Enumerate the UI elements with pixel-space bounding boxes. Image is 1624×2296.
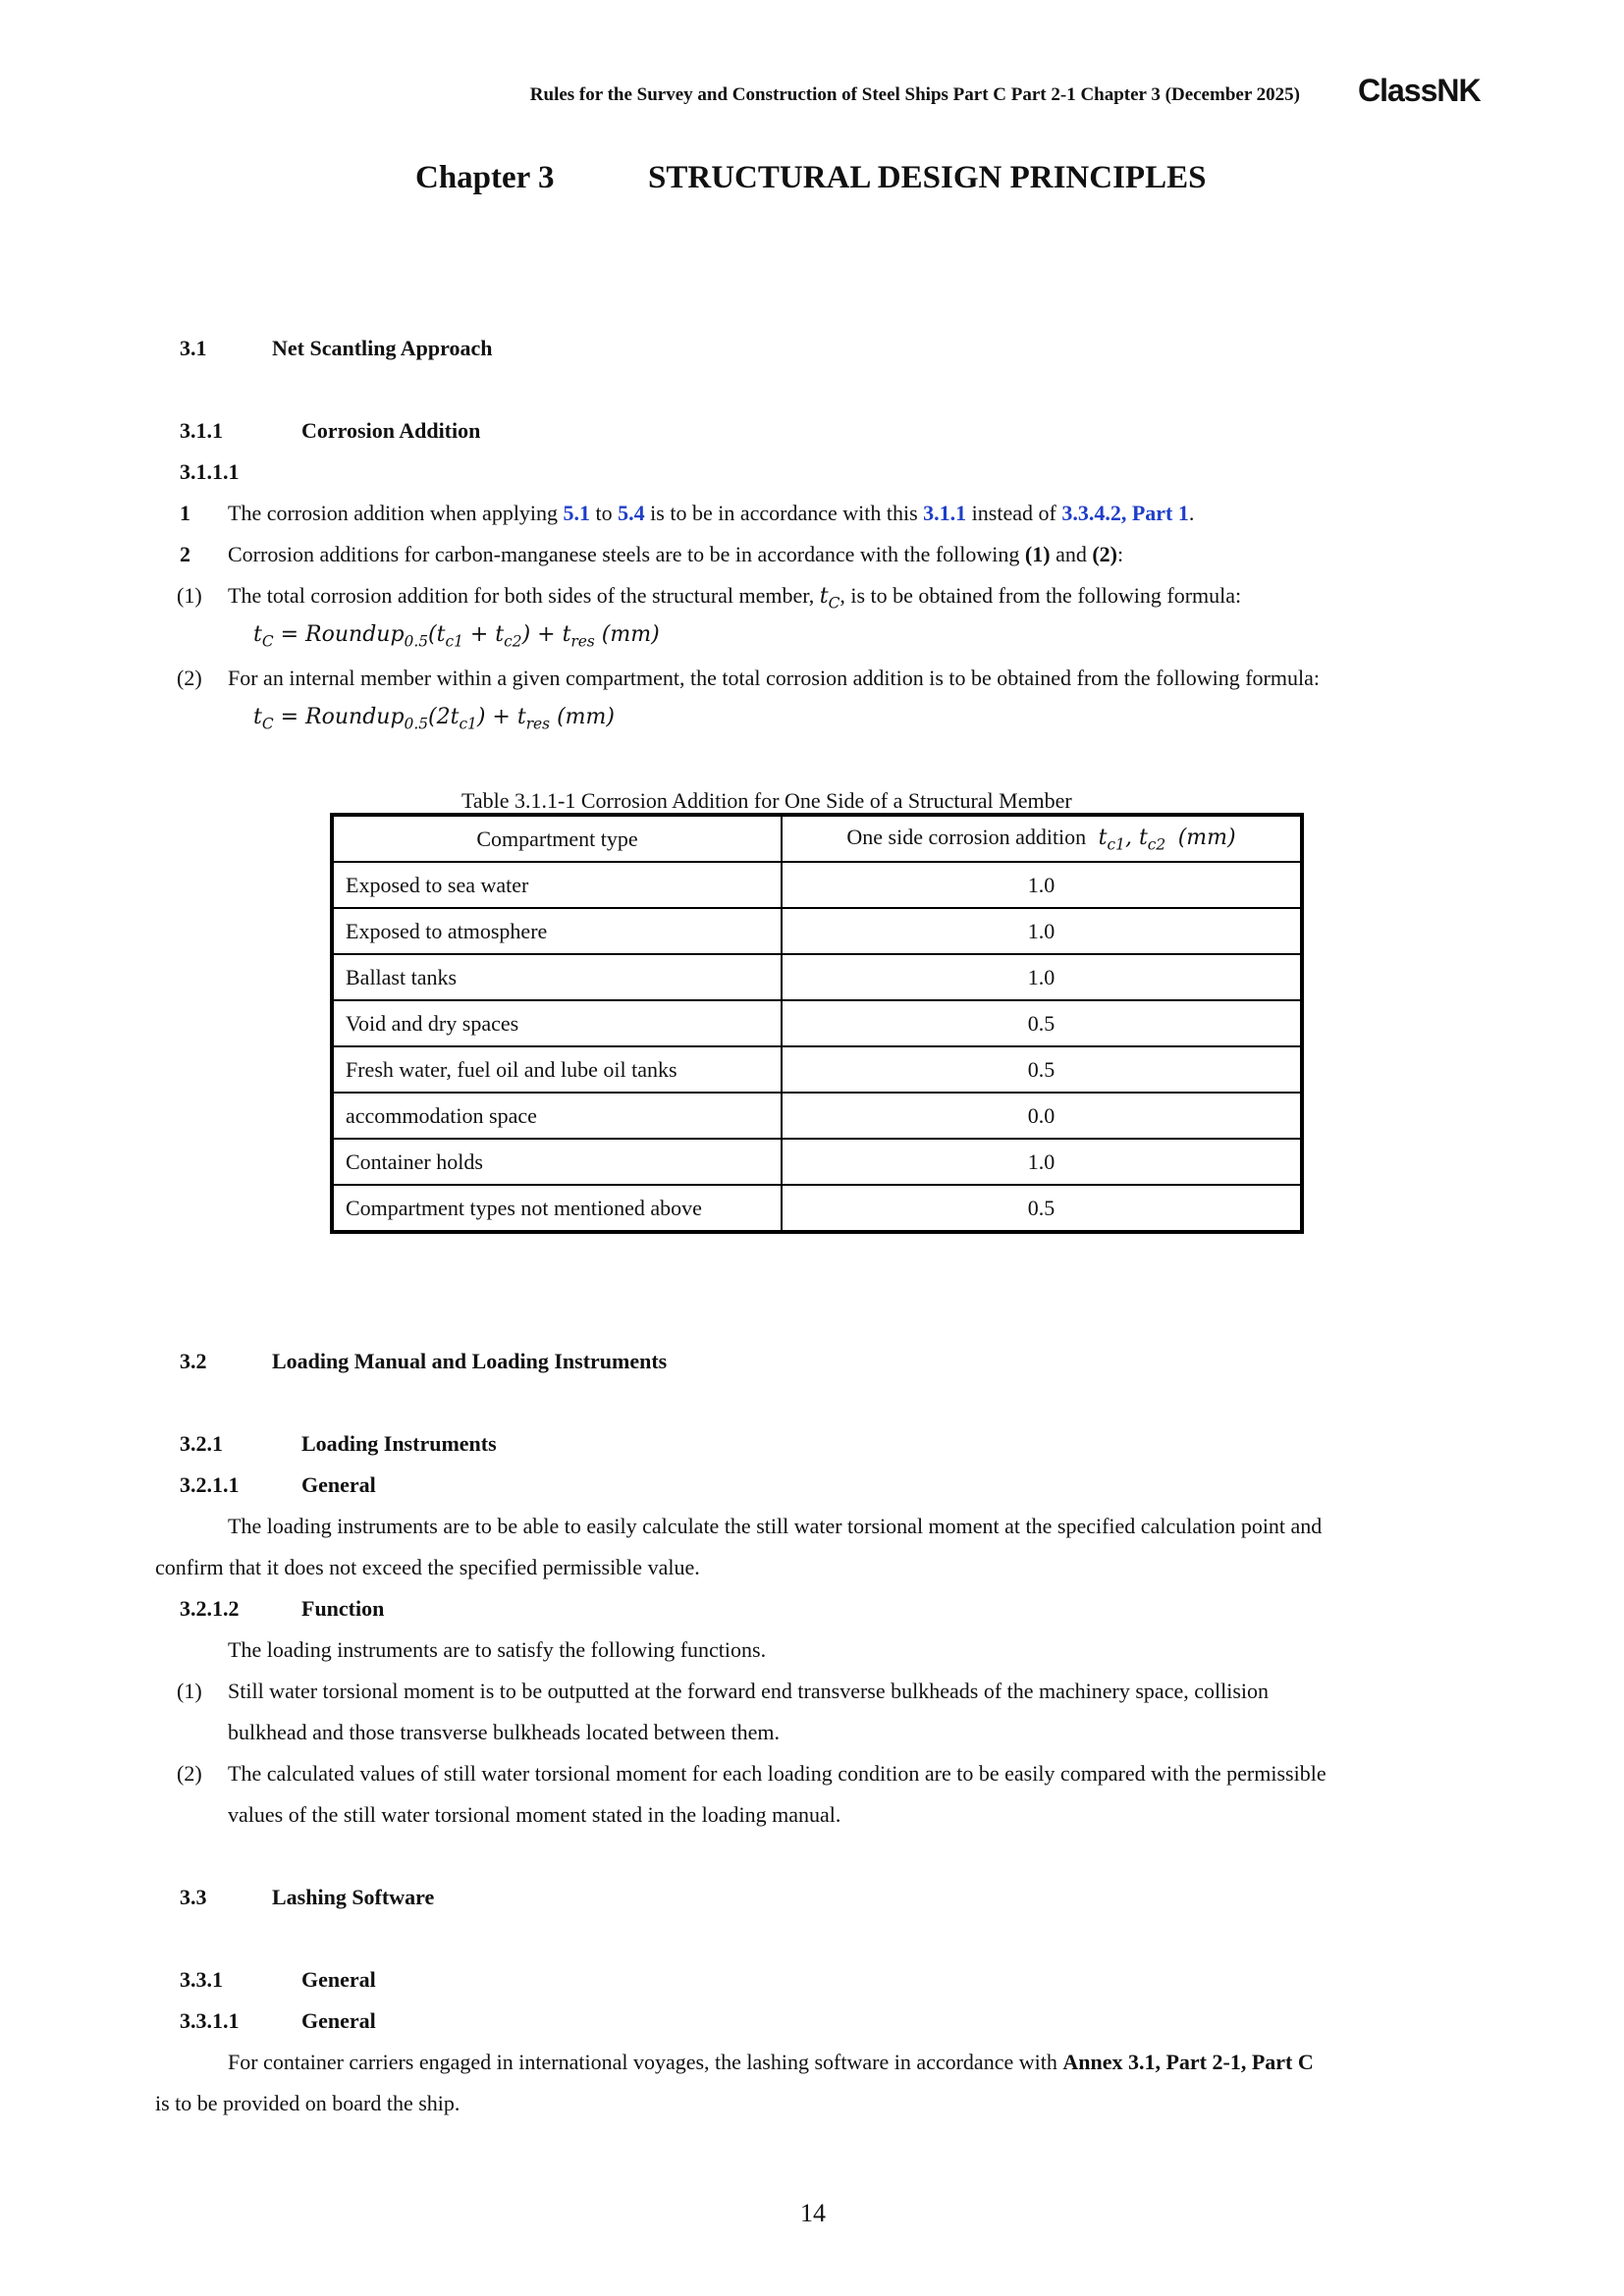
column-header: Compartment type	[332, 815, 782, 862]
corrosion-value-cell: 0.0	[782, 1093, 1302, 1139]
chapter-number: Chapter 3	[415, 160, 555, 195]
running-head: Rules for the Survey and Construction of Steel Ships Part C Part 2-1 Chapter 3 (December 2025)	[529, 84, 1300, 105]
paragraph-text: and	[1050, 542, 1093, 566]
paragraph-text: :	[1116, 542, 1124, 566]
body-text: is to be provided on board the ship.	[155, 2091, 460, 2115]
section-number: 3.1	[180, 336, 207, 360]
section-number: 3.3	[180, 1885, 207, 1909]
section-title: Lashing Software	[272, 1885, 435, 1909]
formula-1: $t_C$ = $Roundup_{0.5}(t_{c1} + t_{c2}) + t_{res}$ (mm)	[253, 622, 660, 651]
paragraph-text: to	[590, 501, 619, 525]
chapter-title: STRUCTURAL DESIGN PRINCIPLES	[648, 160, 1207, 195]
column-header-units: (mm)	[1177, 825, 1236, 850]
body-text: The calculated values of still water torsional moment for each loading condition are to be easily compared with the permissible	[228, 1761, 1326, 1786]
symbol-tc1-tc2: $t_{c1}$, $t_{c2}$	[1091, 825, 1166, 854]
compartment-type-cell: Exposed to atmosphere	[332, 908, 782, 954]
reference-link[interactable]: 3.1.1	[923, 501, 967, 525]
corrosion-value-cell: 0.5	[782, 1000, 1302, 1046]
clause-title: General	[301, 1472, 376, 1497]
compartment-type-cell: Ballast tanks	[332, 954, 782, 1000]
subsection-title: Loading Instruments	[301, 1431, 497, 1456]
corrosion-value-cell: 1.0	[782, 1139, 1302, 1185]
compartment-type-cell: Container holds	[332, 1139, 782, 1185]
section-number: 3.2	[180, 1349, 207, 1373]
item-number: (1)	[177, 583, 202, 608]
body-text: Still water torsional moment is to be outputted at the forward end transverse bulkheads of the machinery space, collision	[228, 1679, 1269, 1703]
subsection-number: 3.3.1	[180, 1967, 223, 1992]
item-text: , is to be obtained from the following formula:	[839, 583, 1242, 608]
table-caption: Table 3.1.1-1 Corrosion Addition for One Side of a Structural Member	[461, 788, 1072, 813]
reference-link[interactable]: 5.4	[618, 501, 645, 525]
body-text: The loading instruments are to be able to easily calculate the still water torsional moment at the specified calculation point and	[228, 1514, 1323, 1538]
item-number: (2)	[177, 1761, 202, 1786]
corrosion-table	[330, 813, 1304, 1234]
paragraph-text: .	[1188, 501, 1195, 525]
compartment-type-cell: accommodation space	[332, 1093, 782, 1139]
paragraph-1	[228, 501, 1194, 526]
bold-ref: Annex 3.1, Part 2-1, Part C	[1062, 2050, 1314, 2074]
table-row	[332, 1185, 1302, 1232]
table-row	[332, 862, 1302, 908]
column-header-label: One side corrosion addition	[846, 824, 1087, 849]
page-number: 14	[800, 2199, 826, 2227]
compartment-type-cell: Fresh water, fuel oil and lube oil tanks	[332, 1046, 782, 1093]
table-header-row	[332, 815, 1302, 862]
body-text	[228, 2050, 1314, 2075]
body-text-part: For container carriers engaged in international voyages, the lashing software in accordance with	[228, 2050, 1063, 2074]
table-row	[332, 1046, 1302, 1093]
clause-number: 3.2.1.2	[180, 1596, 240, 1621]
item-number: (1)	[177, 1679, 202, 1703]
reference-link[interactable]: 3.3.4.2, Part 1	[1061, 501, 1189, 525]
subsection-number: 3.1.1	[180, 418, 223, 443]
corrosion-value-cell: 1.0	[782, 908, 1302, 954]
clause-number: 3.2.1.1	[180, 1472, 240, 1497]
classnk-logo: ClassNK	[1358, 73, 1481, 108]
corrosion-value-cell: 0.5	[782, 1046, 1302, 1093]
clause-number: 3.1.1.1	[180, 459, 240, 484]
paragraph-text: instead of	[966, 501, 1062, 525]
body-text: confirm that it does not exceed the specified permissible value.	[155, 1555, 700, 1579]
clause-title: General	[301, 2008, 376, 2033]
table-row	[332, 954, 1302, 1000]
body-text: bulkhead and those transverse bulkheads located between them.	[228, 1720, 781, 1744]
corrosion-value-cell: 0.5	[782, 1185, 1302, 1232]
corrosion-value-cell: 1.0	[782, 954, 1302, 1000]
item-text: The total corrosion addition for both sides of the structural member,	[228, 583, 815, 608]
clause-number: 3.3.1.1	[180, 2008, 240, 2033]
table-row	[332, 908, 1302, 954]
section-title: Loading Manual and Loading Instruments	[272, 1349, 668, 1373]
compartment-type-cell: Compartment types not mentioned above	[332, 1185, 782, 1232]
formula-2: $t_C$ = $Roundup_{0.5}(2t_{c1}) + t_{res}$ (mm)	[253, 705, 615, 733]
body-text: The loading instruments are to satisfy the following functions.	[228, 1637, 767, 1662]
paragraph-text: is to be in accordance with this	[644, 501, 924, 525]
item-2: For an internal member within a given compartment, the total corrosion addition is to be obtained from the following formula:	[228, 666, 1320, 690]
corrosion-value-cell: 1.0	[782, 862, 1302, 908]
body-text: values of the still water torsional moment stated in the loading manual.	[228, 1802, 841, 1827]
paragraph-number: 1	[180, 501, 190, 525]
table-row	[332, 1000, 1302, 1046]
paragraph-number: 2	[180, 542, 190, 566]
item-1	[228, 583, 1241, 612]
symbol-tc: $t_C$	[819, 584, 840, 613]
paragraph-text: Corrosion additions for carbon-manganese steels are to be in accordance with the following	[228, 542, 1025, 566]
clause-title: Function	[301, 1596, 385, 1621]
subsection-number: 3.2.1	[180, 1431, 223, 1456]
reference-link[interactable]: 5.1	[563, 501, 591, 525]
table-row	[332, 1139, 1302, 1185]
bold-ref: (2)	[1092, 542, 1117, 566]
subsection-title: General	[301, 1967, 376, 1992]
column-header	[782, 815, 1302, 862]
bold-ref: (1)	[1024, 542, 1051, 566]
table-row	[332, 1093, 1302, 1139]
paragraph-2	[228, 542, 1123, 567]
subsection-title: Corrosion Addition	[301, 418, 481, 443]
compartment-type-cell: Void and dry spaces	[332, 1000, 782, 1046]
item-number: (2)	[177, 666, 202, 690]
compartment-type-cell: Exposed to sea water	[332, 862, 782, 908]
section-title: Net Scantling Approach	[272, 336, 493, 360]
paragraph-text: The corrosion addition when applying	[228, 501, 564, 525]
